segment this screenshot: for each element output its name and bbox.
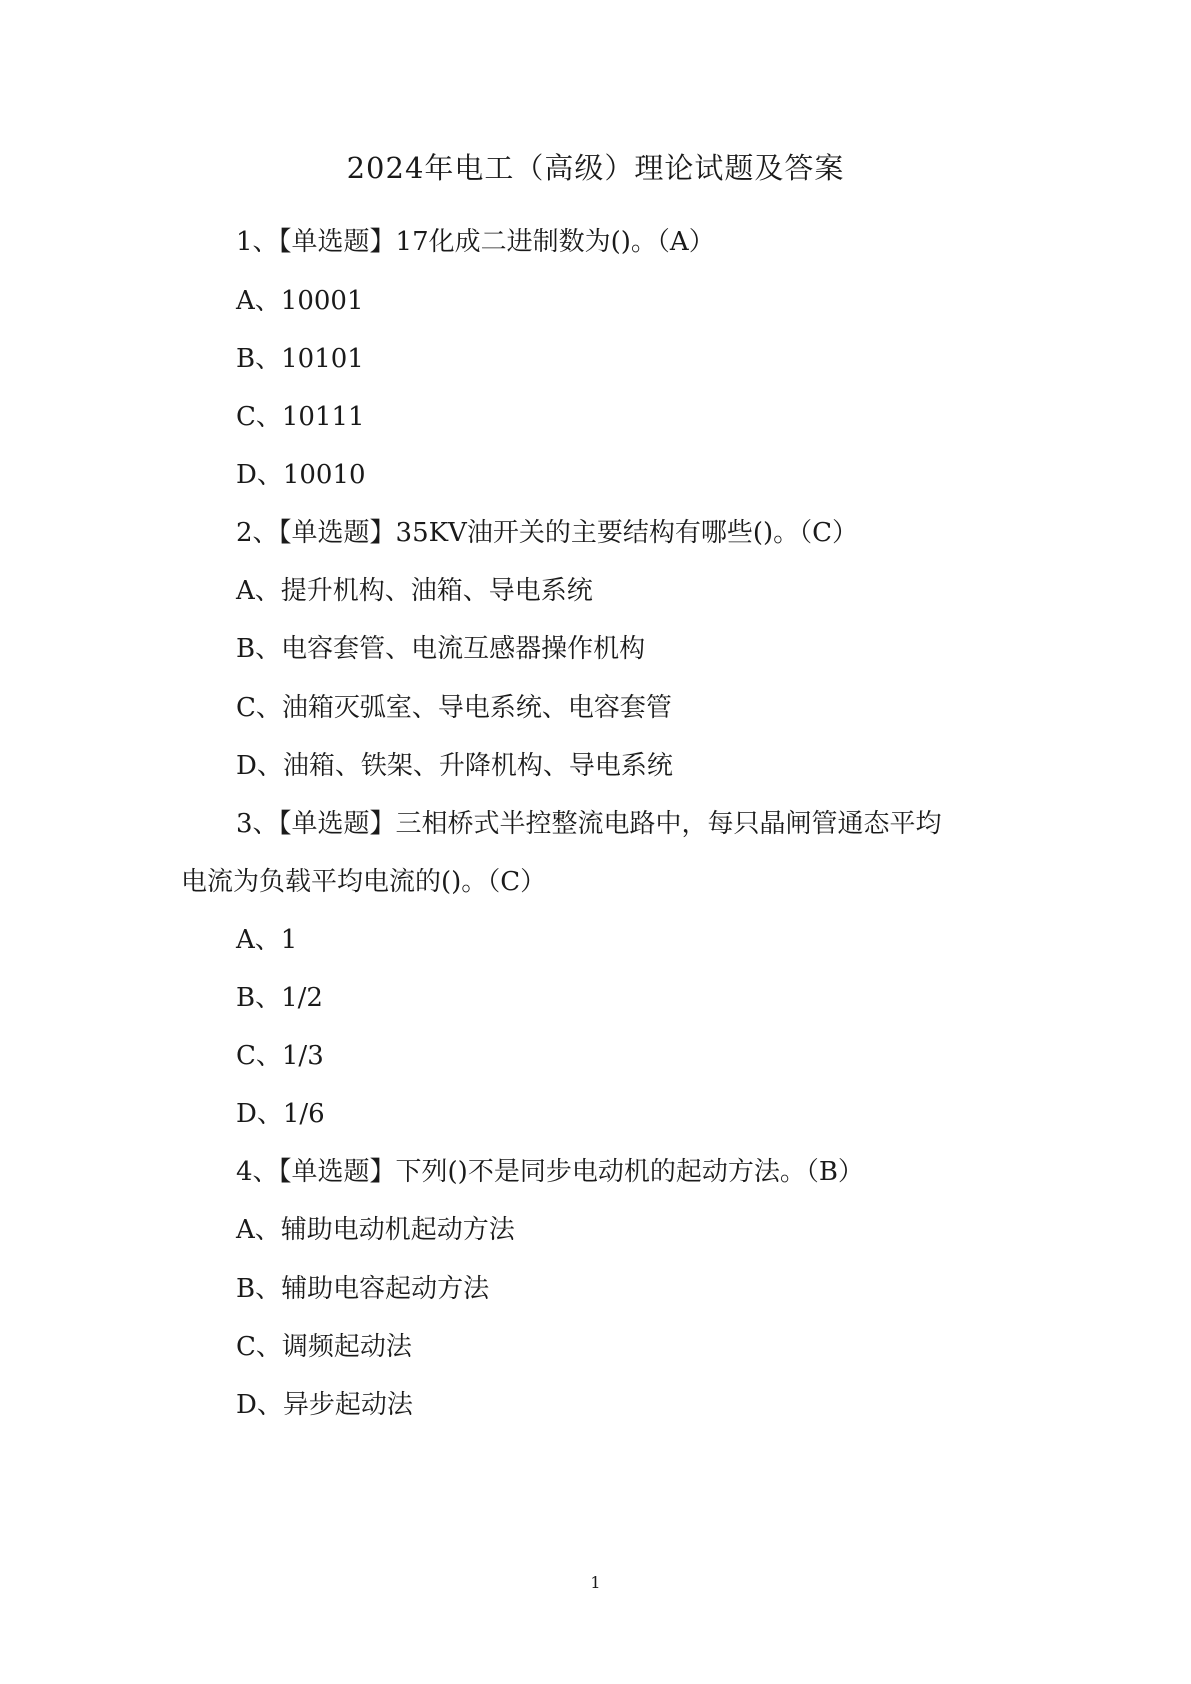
question-2-option-b: B、电容套管、电流互感器操作机构 [236, 634, 646, 664]
question-1-option-b: B、10101 [236, 344, 364, 374]
question-2-option-a: A、提升机构、油箱、导电系统 [236, 576, 593, 606]
question-1-stem: 1、【单选题】17化成二进制数为()。（A） [236, 227, 715, 257]
question-4-option-c: C、调频起动法 [236, 1332, 412, 1362]
question-4-option-a: A、辅助电动机起动方法 [236, 1215, 515, 1245]
question-3-option-d: D、1/6 [236, 1099, 325, 1129]
page-number: 1 [590, 1573, 601, 1592]
question-3-stem-line-1: 3、【单选题】三相桥式半控整流电路中，每只晶闸管通态平均 [236, 809, 942, 839]
question-2-option-d: D、油箱、铁架、升降机构、导电系统 [236, 751, 673, 781]
question-4-option-d: D、异步起动法 [236, 1390, 413, 1420]
question-3-option-a: A、1 [236, 925, 298, 955]
question-1-option-d: D、10010 [236, 460, 366, 490]
question-2-stem: 2、【单选题】35KV油开关的主要结构有哪些()。（C） [236, 518, 859, 548]
question-3-stem-line-2: 电流为负载平均电流的()。（C） [181, 867, 547, 897]
document-title: 2024年电工（高级）理论试题及答案 [346, 151, 845, 185]
question-1-option-c: C、10111 [236, 402, 365, 432]
question-4-option-b: B、辅助电容起动方法 [236, 1274, 490, 1304]
question-2-option-c: C、油箱灭弧室、导电系统、电容套管 [236, 693, 672, 723]
question-4-stem: 4、【单选题】下列()不是同步电动机的起动方法。（B） [236, 1157, 864, 1187]
question-3-option-c: C、1/3 [236, 1041, 324, 1071]
question-3-option-b: B、1/2 [236, 983, 323, 1013]
question-1-option-a: A、10001 [236, 286, 364, 316]
